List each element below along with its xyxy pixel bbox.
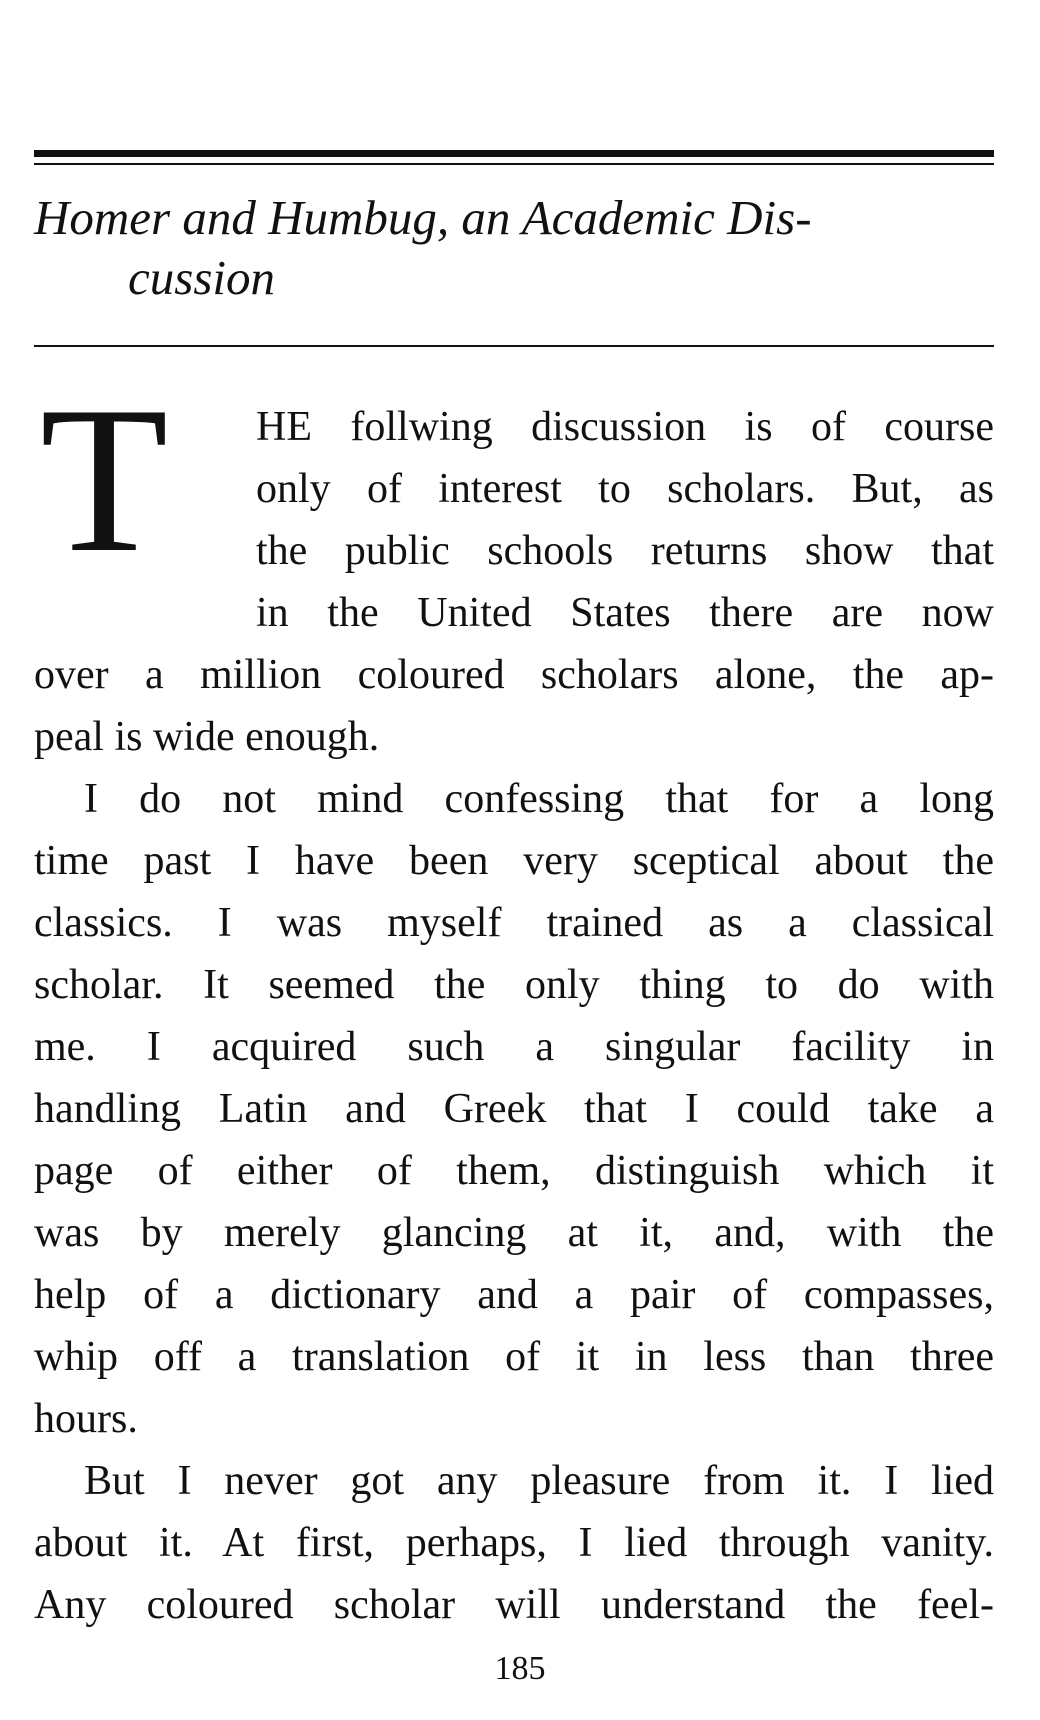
text-line: about it. At first, perhaps, I lied through vanity. [34,1520,994,1566]
text-line: Any coloured scholar will understand the feel- [34,1582,994,1628]
text-line: in the United States there are now [256,590,994,636]
text-line: hours. [34,1396,138,1442]
body-text [34,644,994,1636]
text-line: HE follwing discussion is of course [256,404,994,450]
header-rule-thick [34,150,994,157]
text-line: scholar. It seemed the only thing to do with [34,962,994,1008]
text-line: peal is wide enough. [34,714,380,760]
text-line: But I never got any pleasure from it. I lied [84,1458,994,1504]
chapter-title [34,188,994,308]
text-line: whip off a translation of it in less than three [34,1334,994,1380]
text-line: classics. I was myself trained as a classical [34,900,994,946]
text-line: page of either of them, distinguish which it [34,1148,994,1194]
text-line: time past I have been very sceptical about the [34,838,994,884]
drop-cap: T [40,364,169,596]
text-line: over a million coloured scholars alone, the ap- [34,652,994,698]
chapter-title-line-2: cussion [128,250,275,305]
text-line: was by merely glancing at it, and, with the [34,1210,994,1256]
text-line: me. I acquired such a singular facility in [34,1024,994,1070]
text-line: only of interest to scholars. But, as [256,466,994,512]
title-rule-bottom [34,345,994,347]
page-number: 185 [494,1650,546,1687]
paragraph-1-opening [256,396,994,644]
text-line: the public schools returns show that [256,528,994,574]
text-line: handling Latin and Greek that I could take a [34,1086,994,1132]
chapter-title-line-1: Homer and Humbug, an Academic Dis- [34,190,812,245]
text-line: help of a dictionary and a pair of compasses, [34,1272,994,1318]
header-rule-thin [34,163,994,165]
text-line: I do not mind confessing that for a long [84,776,994,822]
